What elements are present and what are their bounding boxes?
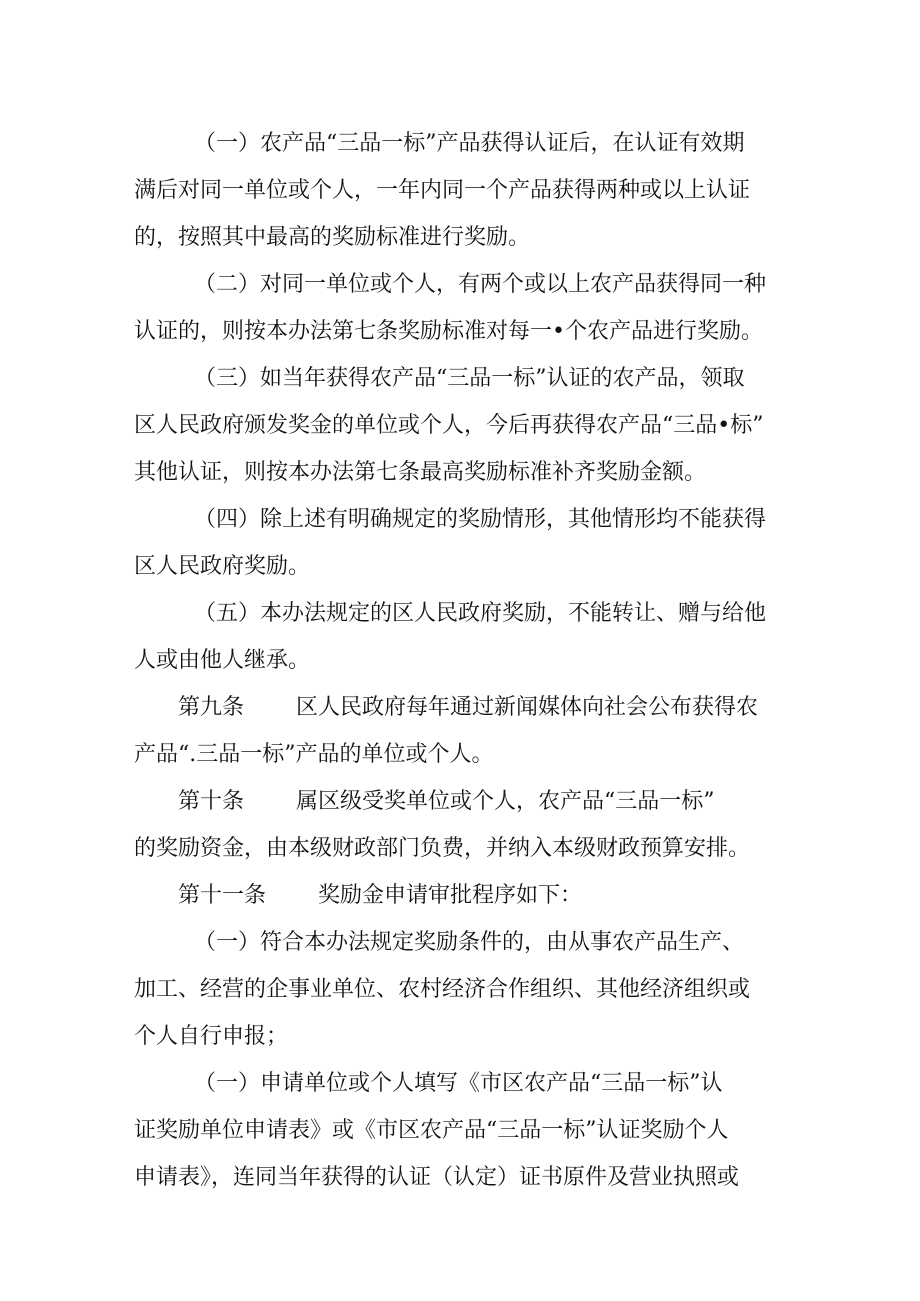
- paragraph-line: 区人民政府奖励。: [134, 554, 311, 579]
- paragraph-line: （五）本办法规定的区人民政府奖励，不能转让、赠与给他: [194, 601, 767, 626]
- paragraph-line: 加工、经营的企事业单位、农村经济合作组织、其他经济组织或: [134, 977, 751, 1002]
- paragraph-line: 的，按照其中最高的奖励标准进行奖励。: [134, 225, 531, 250]
- article-10: [134, 778, 794, 825]
- paragraph-line: 其他认证，则按本办法第七条最高奖励标准补齐奖励金额。: [134, 460, 707, 485]
- paragraph-line: 产品“.三品一标”产品的单位或个人。: [134, 742, 494, 767]
- document-body: [134, 120, 794, 1201]
- article-text: 区人民政府每年通过新闻媒体向社会公布获得农: [296, 695, 759, 720]
- paragraph-line: （一）农产品“三品一标”产品获得认证后，在认证有效期: [194, 131, 745, 156]
- paragraph-line: 证奖励单位申请表》或《市区农产品“三品一标”认证奖励个人: [134, 1118, 729, 1143]
- paragraph-line: （二）对同一单位或个人，有两个或以上农产品获得同一种: [194, 272, 767, 297]
- article-label: 第九条: [178, 695, 245, 720]
- paragraph-line: 人或由他人继承。: [134, 648, 311, 673]
- paragraph-line: （四）除上述有明确规定的奖励情形，其他情形均不能获得: [194, 507, 767, 532]
- article-label: 第十条: [178, 789, 245, 814]
- article-label: 第十一条: [178, 883, 267, 908]
- article-9: [134, 684, 794, 731]
- paragraph-line: 认证的，则按本办法第七条奖励标准对每一•个农产品进行奖励。: [134, 319, 763, 344]
- paragraph-line: （三）如当年获得农产品“三品一标”认证的农产品，领取: [194, 366, 745, 391]
- paragraph-line: 满后对同一单位或个人，一年内同一个产品获得两种或以上认证: [134, 178, 751, 203]
- paragraph-line: 申请表》，连同当年获得的认证（认定）证书原件及营业执照或: [134, 1165, 740, 1190]
- article-text: 奖励金申请审批程序如下：: [318, 883, 583, 908]
- article-text: 属区级受奖单位或个人，农产品“三品一标”: [296, 789, 715, 814]
- paragraph-line: （一）符合本办法规定奖励条件的，由从事农产品生产、: [194, 930, 745, 955]
- paragraph-line: 的奖励资金，由本级财政部门负费，并纳入本级财政预算安排。: [134, 836, 751, 861]
- paragraph-line: （一）申请单位或个人填写《市区农产品“三品一标”认: [194, 1071, 723, 1096]
- paragraph-line: 区人民政府颁发奖金的单位或个人，今后再获得农产品“三品•标”: [134, 413, 764, 438]
- article-11: [134, 872, 794, 919]
- paragraph-line: 个人自行申报；: [134, 1024, 289, 1049]
